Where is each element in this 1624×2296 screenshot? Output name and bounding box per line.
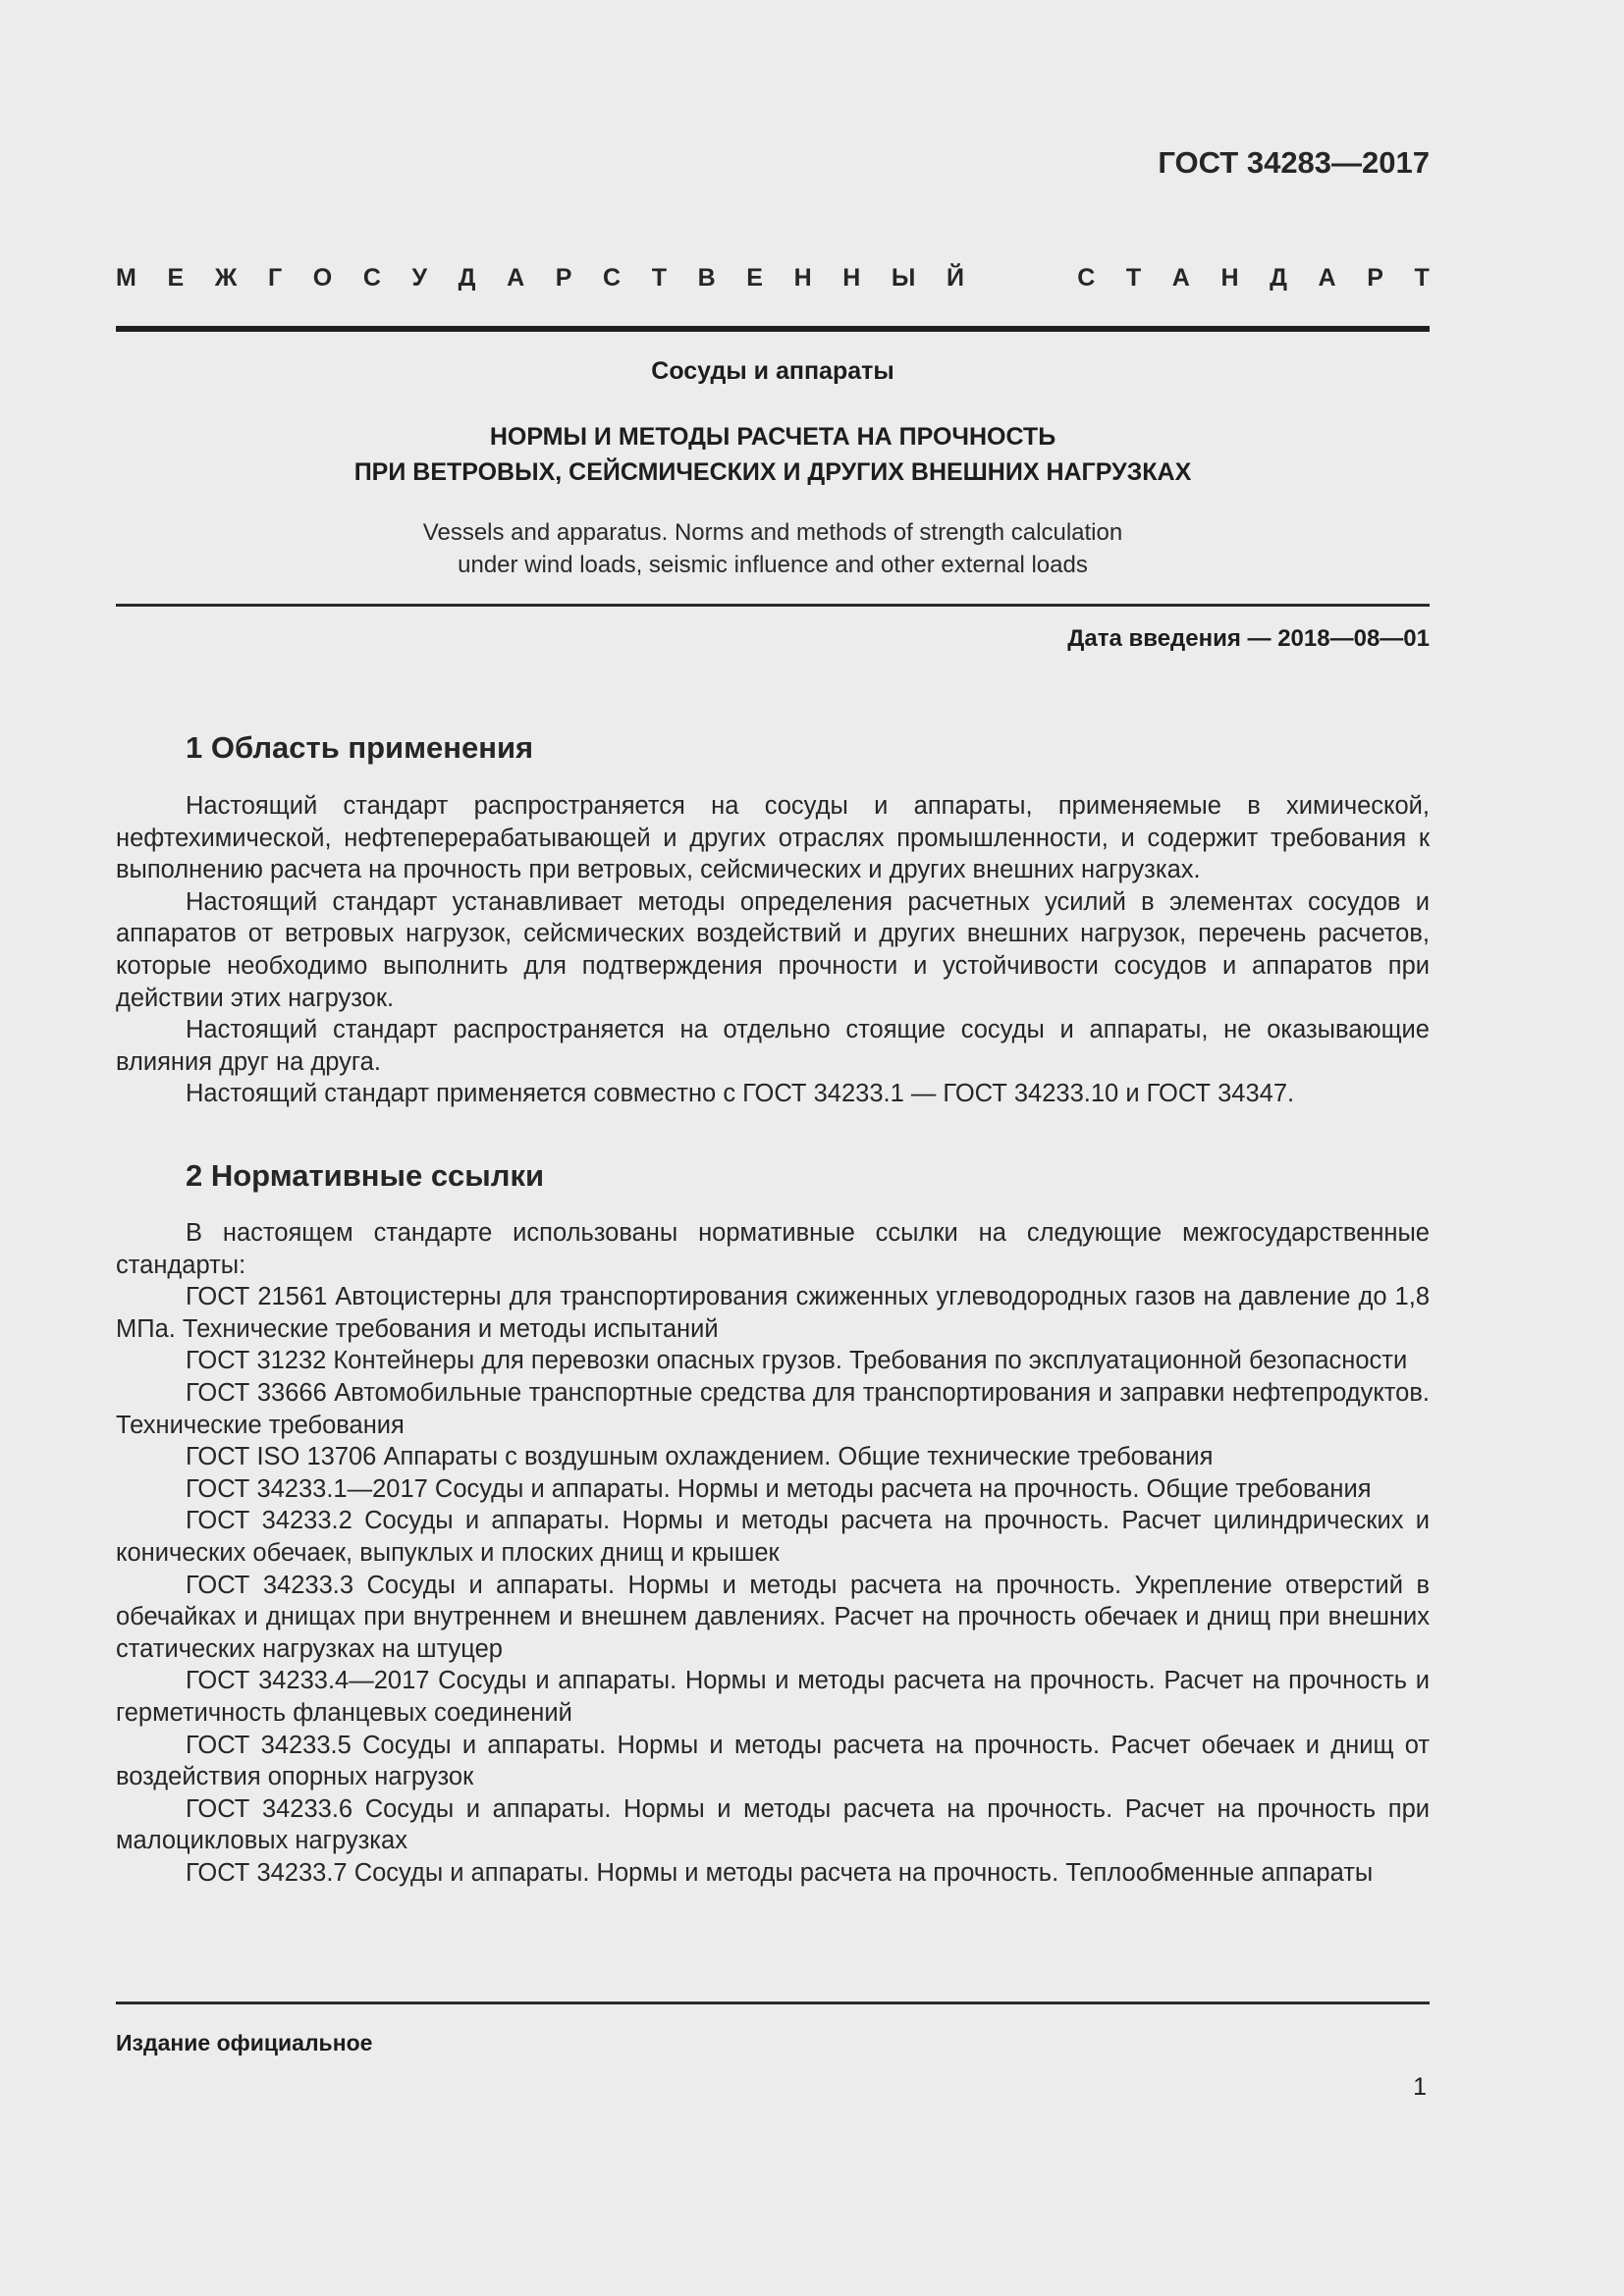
english-title (116, 516, 1430, 581)
reference-item: ГОСТ 34233.2 Сосуды и аппараты. Нормы и методы расчета на прочность. Расчет цилиндрических и конических обечаек, выпуклых и плоских днищ и крышек (116, 1507, 1430, 1567)
letter: А (1171, 264, 1190, 292)
reference-item: ГОСТ 34233.6 Сосуды и аппараты. Нормы и методы расчета на прочность. Расчет на прочность при малоцикловых нагрузках (116, 1794, 1430, 1855)
letter: А (507, 264, 525, 292)
paragraph: В настоящем стандарте использованы нормативные ссылки на следующие межгосударственные стандарты: (116, 1219, 1430, 1279)
reference-item: ГОСТ 34233.3 Сосуды и аппараты. Нормы и методы расчета на прочность. Укрепление отверстий в обечайках и днищах при внутреннем и внешнем давлениях. Расчет на прочность обечаек и днищ при внешних статических нагрузках на штуцер (116, 1571, 1430, 1663)
letter: С (362, 264, 381, 292)
reference-item: ГОСТ 34233.7 Сосуды и аппараты. Нормы и методы расчета на прочность. Теплообменные аппараты (186, 1858, 1374, 1887)
russian-title-line: ПРИ ВЕТРОВЫХ, СЕЙСМИЧЕСКИХ И ДРУГИХ ВНЕШНИХ НАГРУЗКАХ (353, 458, 1192, 486)
letter: Р (555, 264, 572, 292)
letter: Р (1367, 264, 1383, 292)
letter: М (116, 264, 136, 292)
letter: Ж (214, 264, 238, 292)
document-number: ГОСТ 34283—2017 (1158, 145, 1430, 180)
paragraph: Настоящий стандарт распространяется на сосуды и аппараты, применяемые в химической, нефтехимической, нефтеперерабатывающей и других отраслях промышленности, и содержит требования к выполнению расчета на прочность при ветровых, сейсмических и других внешних нагрузках. (116, 792, 1430, 884)
letter: Т (1414, 264, 1430, 292)
letter: А (1318, 264, 1336, 292)
letter: Д (1270, 264, 1287, 292)
letter: С (1077, 264, 1096, 292)
edition-label: Издание официальное (116, 2030, 373, 2056)
section-2-heading: 2 Нормативные ссылки (186, 1158, 545, 1193)
letter: Т (1125, 264, 1142, 292)
letter: Ы (891, 264, 916, 292)
letter: О (312, 264, 333, 292)
letter: Й (947, 264, 964, 292)
paragraph: Настоящий стандарт устанавливает методы определения расчетных усилий в элементах сосудов и аппаратов от ветровых нагрузок, сейсмических воздействий и других внешних нагрузок, перечень расчетов, которые необходимо выполнить для подтверждения прочности и устойчивости сосудов и аппаратов при действии этих нагрузок. (116, 887, 1430, 1012)
footer-rule (116, 2002, 1430, 2004)
english-title-line: Vessels and apparatus. Norms and methods of strength calculation (422, 519, 1123, 546)
section-1-body (116, 790, 1430, 1110)
reference-item: ГОСТ 34233.4—2017 Сосуды и аппараты. Нормы и методы расчета на прочность. Расчет на прочность и герметичность фланцевых соединений (116, 1667, 1430, 1727)
reference-item: ГОСТ 34233.5 Сосуды и аппараты. Нормы и методы расчета на прочность. Расчет обечаек и днищ от воздействия опорных нагрузок (116, 1731, 1430, 1791)
paragraph: Настоящий стандарт применяется совместно с ГОСТ 34233.1 — ГОСТ 34233.10 и ГОСТ 34347. (186, 1080, 1295, 1108)
reference-item: ГОСТ ISO 13706 Аппараты с воздушным охлаждением. Общие технические требования (186, 1443, 1214, 1471)
letter: Г (267, 264, 283, 292)
section-2-body (116, 1217, 1430, 1889)
page-number: 1 (1413, 2073, 1427, 2101)
letter: С (603, 264, 622, 292)
letter: Т (651, 264, 667, 292)
title-rule (116, 604, 1430, 607)
letter: Н (793, 264, 812, 292)
introduction-date: Дата введения — 2018—08—01 (1067, 625, 1430, 652)
letter: Д (458, 264, 476, 292)
reference-item: ГОСТ 31232 Контейнеры для перевозки опасных грузов. Требования по эксплуатационной безопасности (186, 1347, 1408, 1375)
letter: Е (167, 264, 185, 292)
word-gap (996, 264, 1047, 293)
subject-title: Сосуды и аппараты (651, 357, 894, 385)
header-rule (116, 326, 1430, 332)
letter: В (697, 264, 716, 292)
letter: У (411, 264, 428, 292)
interstate-standard-label (116, 264, 1430, 293)
russian-title (116, 419, 1430, 490)
paragraph: Настоящий стандарт распространяется на отдельно стоящие сосуды и аппараты, не оказывающие влияния друг на друга. (116, 1016, 1430, 1076)
letter: Е (746, 264, 763, 292)
english-title-line: under wind loads, seismic influence and other external loads (458, 552, 1088, 578)
letter: Н (1220, 264, 1239, 292)
reference-item: ГОСТ 21561 Автоцистерны для транспортирования сжиженных углеводородных газов на давление до 1,8 МПа. Технические требования и методы испытаний (116, 1283, 1430, 1343)
letter: Н (842, 264, 861, 292)
reference-item: ГОСТ 33666 Автомобильные транспортные средства для транспортирования и заправки нефтепродуктов. Технические требования (116, 1378, 1430, 1439)
russian-title-line: НОРМЫ И МЕТОДЫ РАСЧЕТА НА ПРОЧНОСТЬ (489, 423, 1056, 451)
section-1-heading: 1 Область применения (186, 730, 534, 765)
reference-item: ГОСТ 34233.1—2017 Сосуды и аппараты. Нормы и методы расчета на прочность. Общие требования (186, 1474, 1372, 1503)
